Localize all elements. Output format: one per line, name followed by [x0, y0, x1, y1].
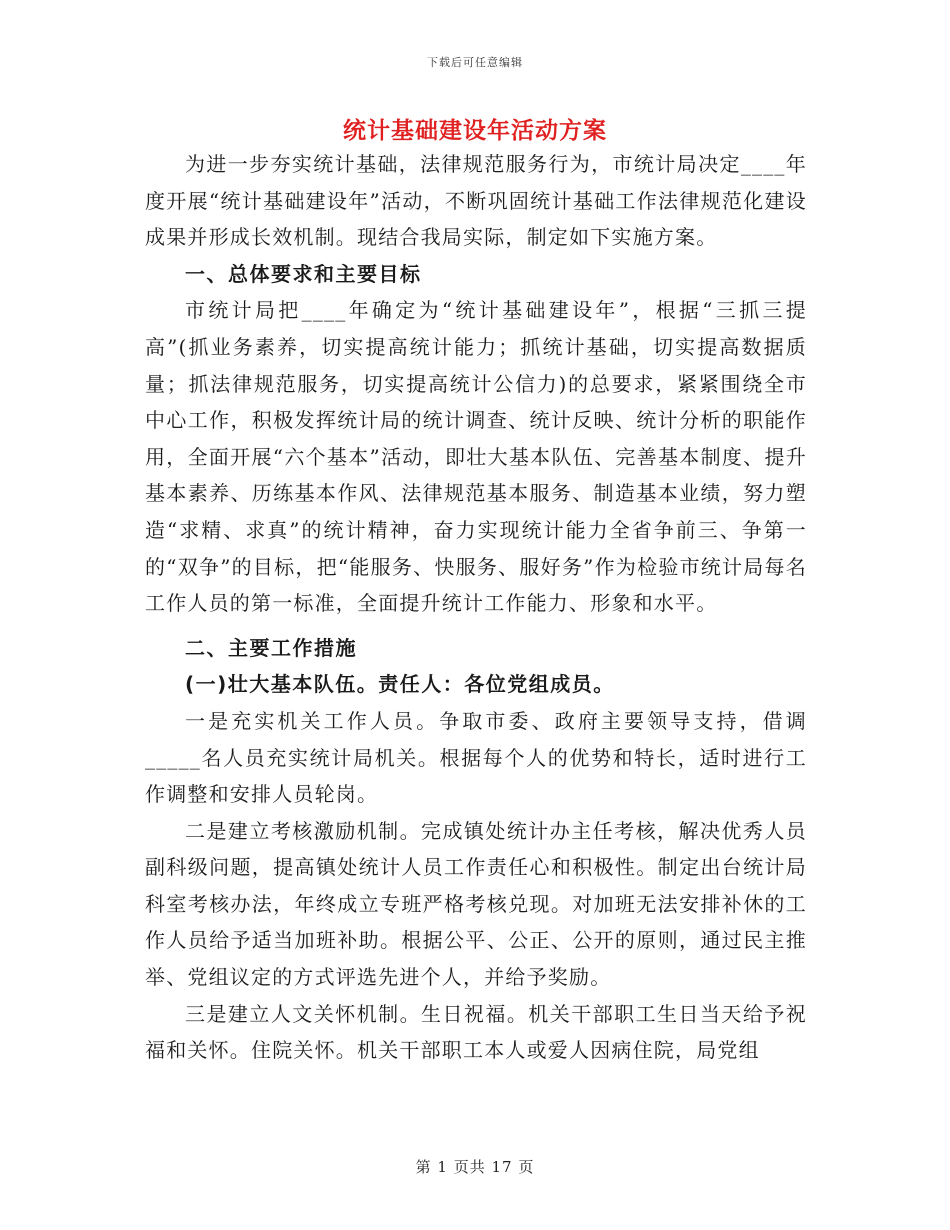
section-heading-1: 一、总体要求和主要目标 [185, 261, 422, 286]
measure-paragraph-3: 三是建立人文关怀机制。生日祝福。机关干部职工生日当天给予祝福和关怀。住院关怀。机关干部职工本人或爱人因病住院，局党组 [145, 1001, 807, 1063]
subsection-heading-1: (一)壮大基本队伍。责任人：各位党组成员。 [185, 672, 615, 697]
section-heading-2: 二、主要工作措施 [185, 635, 357, 660]
header-note: 下载后可任意编辑 [427, 56, 523, 69]
measure-paragraph-2: 二是建立考核激励机制。完成镇处统计办主任考核，解决优秀人员副科级问题，提高镇处统计人员工作责任心和积极性。制定出台统计局科室考核办法，年终成立专班严格考核兑现。对加班无法安排补休的工作人员给予适当加班补助。根据公平、公正、公开的原则，通过民主推举、党组议定的方式评选先进个人，并给予奖励。 [145, 818, 807, 990]
document-body [145, 146, 807, 1069]
measure-paragraph-1: 一是充实机关工作人员。争取市委、政府主要领导支持，借调_____名人员充实统计局机关。根据每个人的优势和特长，适时进行工作调整和安排人员轮岗。 [145, 708, 807, 807]
document-title: 统计基础建设年活动方案 [343, 117, 607, 144]
page-number: 第 1 页共 17 页 [415, 1158, 535, 1176]
intro-paragraph: 为进一步夯实统计基础，法律规范服务行为，市统计局决定____年度开展“统计基础建设年”活动，不断巩固统计基础工作法律规范化建设成果并形成长效机制。现结合我局实际，制定如下实施方案。 [145, 152, 807, 250]
section-1-paragraph: 市统计局把____年确定为“统计基础建设年”，根据“三抓三提高”(抓业务素养，切实提高统计能力；抓统计基础，切实提高数据质量；抓法律规范服务，切实提高统计公信力)的总要求，紧紧围绕全市中心工作，积极发挥统计局的统计调查、统计反映、统计分析的职能作用，全面开展“六个基本”活动，即壮大基本队伍、完善基本制度、提升基本素养、历练基本作风、法律规范基本服务、制造基本业绩，努力塑造“求精、求真”的统计精神，奋力实现统计能力全省争前三、争第一的“双争”的目标，把“能服务、快服务、服好务”作为检验市统计局每名工作人员的第一标准，全面提升统计工作能力、形象和水平。 [145, 298, 807, 616]
